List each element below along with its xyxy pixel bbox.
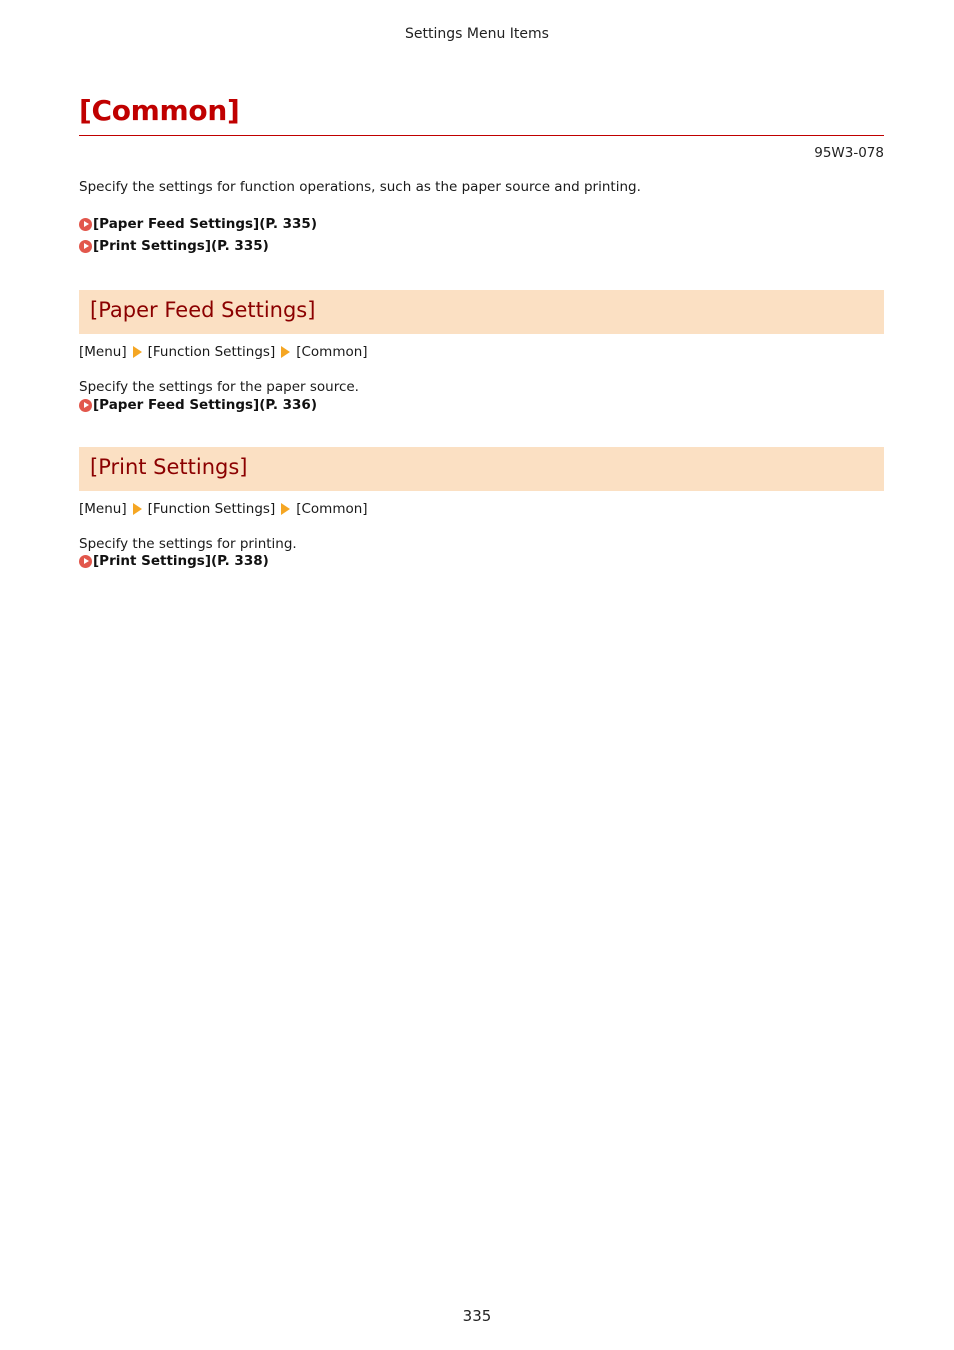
page-title: [Common] bbox=[79, 94, 240, 127]
section-header-print-settings bbox=[79, 447, 884, 491]
breadcrumb-item-menu: [Menu] bbox=[79, 344, 127, 360]
section-header-paper-feed bbox=[79, 290, 884, 334]
section-description: Specify the settings for the paper source. bbox=[79, 379, 359, 395]
breadcrumb-item-common: [Common] bbox=[296, 344, 368, 360]
title-divider bbox=[79, 135, 884, 136]
toc-link-paper-feed[interactable] bbox=[79, 216, 317, 232]
breadcrumb-item-function-settings: [Function Settings] bbox=[147, 344, 276, 360]
breadcrumb-item-common: [Common] bbox=[296, 501, 368, 517]
circle-arrow-icon bbox=[79, 555, 92, 568]
intro-text: Specify the settings for function operations, such as the paper source and printing. bbox=[79, 179, 641, 195]
circle-arrow-icon bbox=[79, 218, 92, 231]
link-paper-feed-settings[interactable] bbox=[79, 397, 317, 413]
toc-link-print-settings[interactable] bbox=[79, 238, 269, 254]
document-code: 95W3-078 bbox=[814, 145, 884, 161]
circle-arrow-icon bbox=[79, 240, 92, 253]
breadcrumb-paper-feed bbox=[79, 344, 368, 360]
link-print-settings[interactable] bbox=[79, 553, 269, 569]
breadcrumb-print-settings bbox=[79, 501, 368, 517]
link-label: [Paper Feed Settings](P. 336) bbox=[93, 397, 317, 413]
breadcrumb-arrow-icon bbox=[133, 346, 142, 358]
page-number: 335 bbox=[462, 1307, 492, 1325]
breadcrumb-arrow-icon bbox=[133, 503, 142, 515]
toc-link-label: [Print Settings](P. 335) bbox=[93, 238, 269, 254]
section-description: Specify the settings for printing. bbox=[79, 536, 297, 552]
running-header: Settings Menu Items bbox=[405, 26, 549, 42]
circle-arrow-icon bbox=[79, 399, 92, 412]
breadcrumb-item-function-settings: [Function Settings] bbox=[147, 501, 276, 517]
section-heading: [Paper Feed Settings] bbox=[90, 298, 316, 322]
toc-link-label: [Paper Feed Settings](P. 335) bbox=[93, 216, 317, 232]
breadcrumb-item-menu: [Menu] bbox=[79, 501, 127, 517]
link-label: [Print Settings](P. 338) bbox=[93, 553, 269, 569]
section-heading: [Print Settings] bbox=[90, 455, 248, 479]
breadcrumb-arrow-icon bbox=[281, 503, 290, 515]
breadcrumb-arrow-icon bbox=[281, 346, 290, 358]
